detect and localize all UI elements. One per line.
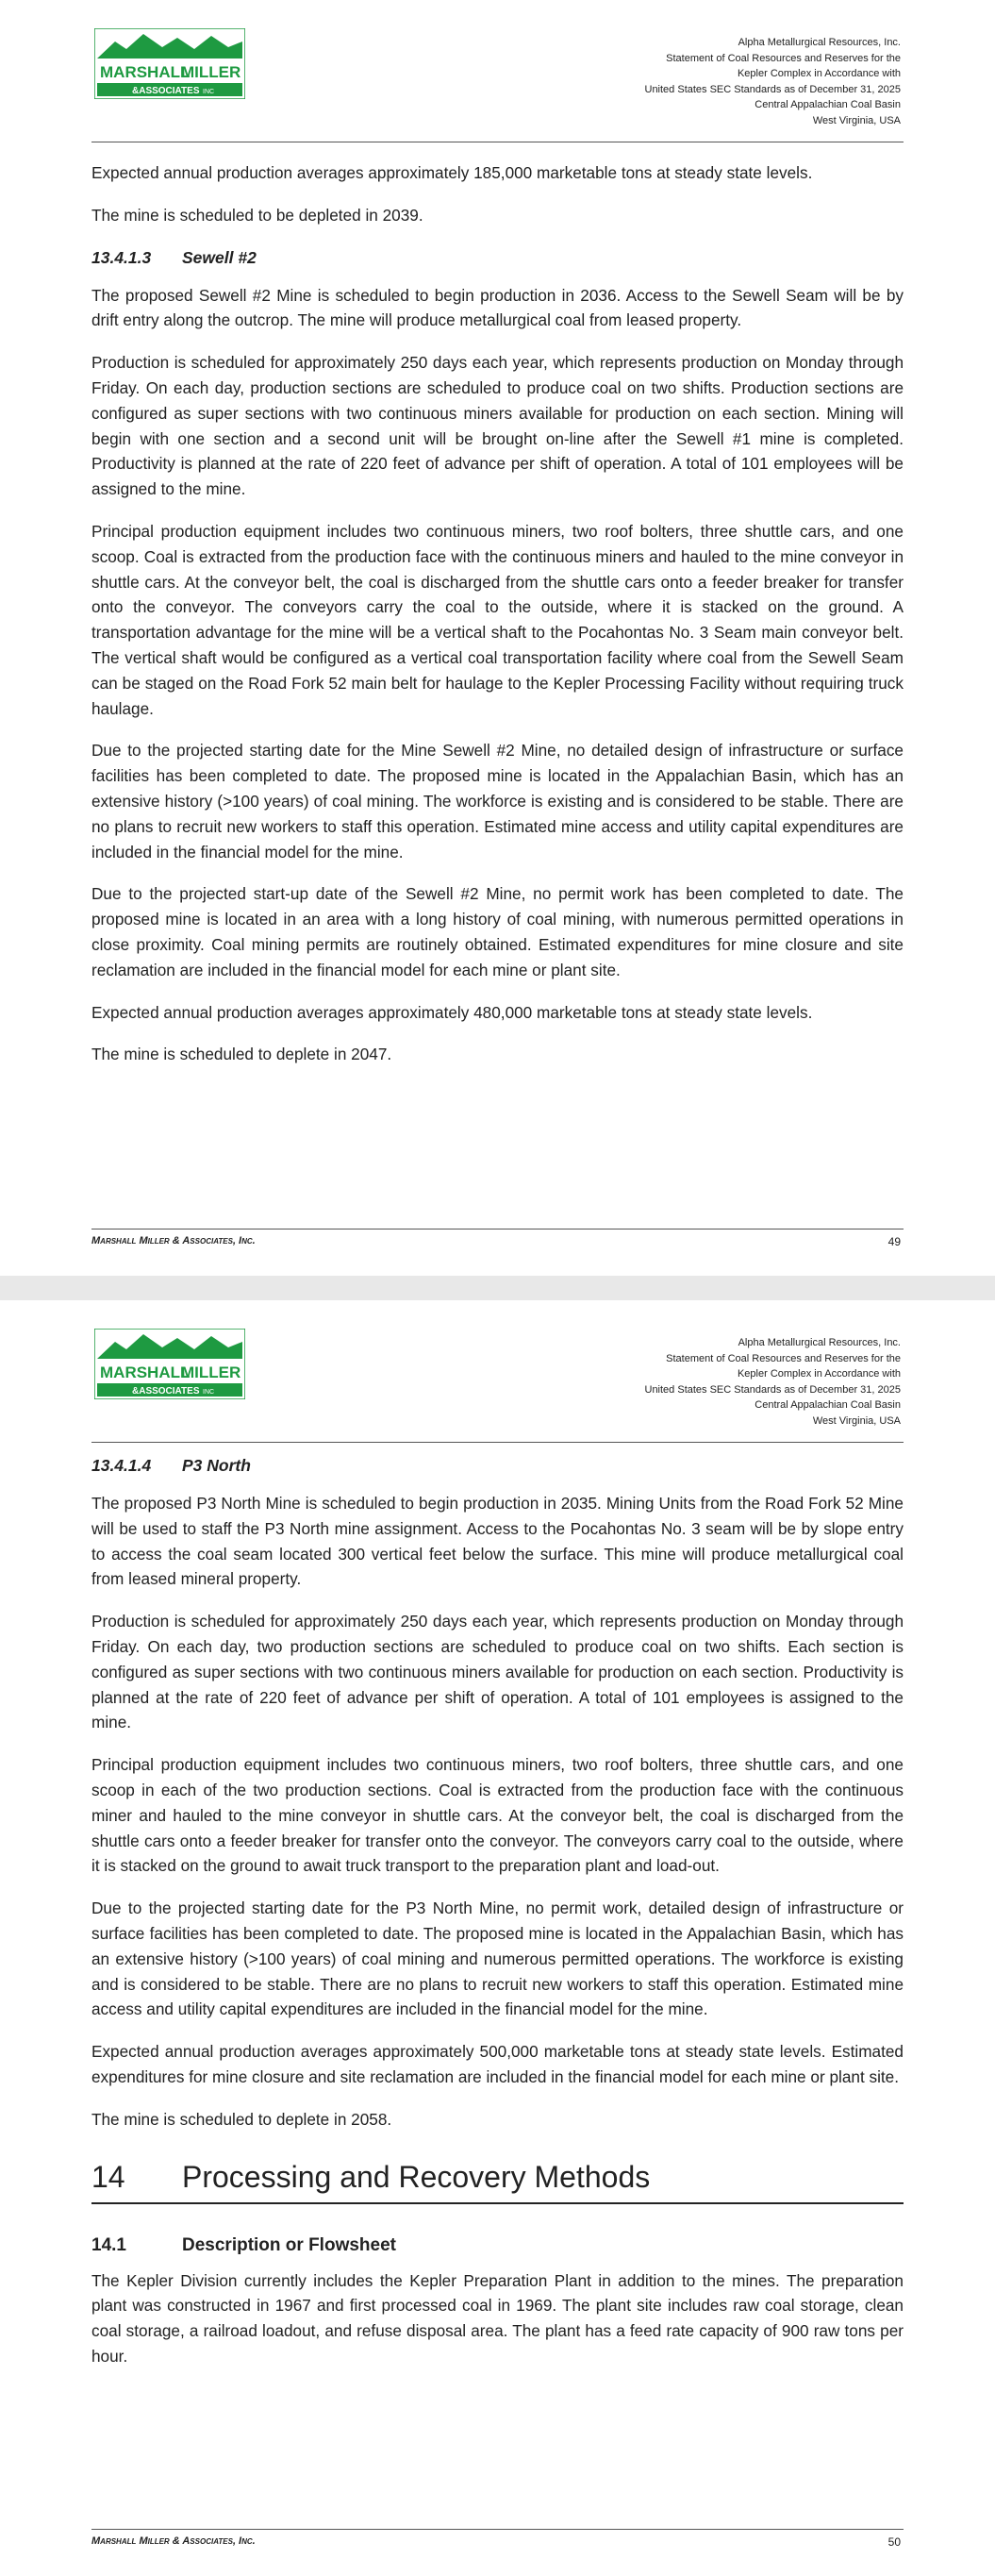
header-line: Statement of Coal Resources and Reserves for the <box>666 1352 901 1364</box>
logo-text-1: MARSHALL <box>100 1363 191 1381</box>
paragraph: The mine is scheduled to deplete in 2058. <box>91 2109 392 2129</box>
paragraph: Production is scheduled for approximately 250 days each year, which represents production on Monday through Friday. On each day, production sections are scheduled to produce coal on two shifts. Production sections are configured as super sections with two continuous miners available for production on each section. Mining will begin with one section and a second unit will be brought on-line after the Sewell #1 mine is completed. Productivity is planned at the rate of 220 feet of advance per shift of operation. A total of 101 employees will be assigned to the mine. <box>91 353 904 499</box>
document-page <box>0 1300 995 2576</box>
paragraph: Principal production equipment includes two continuous miners, two roof bolters, three shuttle cars, and one scoop. Coal is extracted from the production face with the continuous miners and hauled to the mine conveyor in shuttle cars. At the conveyor belt, the coal is discharged from the shuttle cars onto a feeder breaker for transfer onto the conveyor. The conveyors carry the coal to the outside, where it is stacked on the ground. A transportation advantage for the mine will be a vertical shaft to the Pocahontas No. 3 Seam main conveyor belt. The vertical shaft would be configured as a vertical coal transportation facility where coal from the Sewell Seam can be staged on the Road Fork 52 main belt for haulage to the Kepler Processing Facility without requiring truck haulage. <box>91 521 904 718</box>
paragraph: Expected annual production averages approximately 500,000 marketable tons at steady state levels. Estimated expenditures for mine closure and site reclamation are included in the financial model for each mine or plant site. <box>91 2042 904 2086</box>
section-title: P3 North <box>182 1456 251 1475</box>
logo-text-2: MILLER <box>181 1363 241 1381</box>
page-body <box>91 160 904 1084</box>
footer-company: Marshall Miller & Associates, Inc. <box>91 1235 256 1246</box>
chapter-title: Processing and Recovery Methods <box>182 2159 651 2194</box>
header-divider <box>91 1442 904 1443</box>
header-line: Statement of Coal Resources and Reserves for the <box>666 52 901 64</box>
header-line: West Virginia, USA <box>812 114 901 126</box>
paragraph: Expected annual production averages approximately 185,000 marketable tons at steady state levels. <box>91 163 813 182</box>
page-header-text <box>645 35 902 128</box>
chapter-heading <box>91 2155 904 2204</box>
paragraph: The proposed P3 North Mine is scheduled to begin production in 2035. Mining Units from the Road Fork 52 Mine will be used to staff the P3 North mine assignment. Access to the Pocahontas No. 3 seam will be by slope entry to access the coal seam located 300 vertical feet below the surface. This mine will produce metallurgical coal from leased mineral property. <box>91 1494 904 1589</box>
section-title: Description or Flowsheet <box>182 2234 396 2255</box>
footer-company: Marshall Miller & Associates, Inc. <box>91 2535 256 2547</box>
header-line: Alpha Metallurgical Resources, Inc. <box>738 37 901 48</box>
section-number: 14.1 <box>91 2234 126 2255</box>
section-heading <box>91 245 904 270</box>
header-line: Central Appalachian Coal Basin <box>755 1399 901 1411</box>
marshall-miller-logo <box>94 28 245 99</box>
footer-divider <box>91 2529 904 2530</box>
paragraph: Principal production equipment includes two continuous miners, two roof bolters, three shuttle cars, and one scoop in each of the two production sections. Coal is extracted from the production face with the continuous miner and hauled to the mine conveyor in shuttle cars. At the conveyor belt, the coal is discharged from the shuttle cars onto a feeder breaker for transfer onto the conveyor. The conveyors carry coal to the outside, where it is stacked on the ground to await truck transport to the preparation plant and load-out. <box>91 1755 904 1876</box>
paragraph: Expected annual production averages approximately 480,000 marketable tons at steady state levels. <box>91 1002 813 1022</box>
page-body <box>91 1453 904 2386</box>
logo-text-3: &ASSOCIATES <box>132 86 200 96</box>
section-heading <box>91 1453 904 1478</box>
section-number: 13.4.1.3 <box>91 247 152 267</box>
logo-text-2: MILLER <box>181 63 241 81</box>
header-line: West Virginia, USA <box>812 1414 901 1427</box>
logo-text-3: &ASSOCIATES <box>132 1386 200 1397</box>
chapter-number: 14 <box>91 2159 125 2194</box>
header-line: Central Appalachian Coal Basin <box>755 99 901 110</box>
page-header-text <box>645 1335 902 1429</box>
section-heading <box>91 2233 904 2259</box>
section-number: 13.4.1.4 <box>91 1456 152 1475</box>
logo-text-4: INC <box>203 89 215 95</box>
header-line: Kepler Complex in Accordance with <box>737 68 901 79</box>
paragraph: The proposed Sewell #2 Mine is scheduled to begin production in 2036. Access to the Sewell Seam will be by drift entry along the outcrop. The mine will produce metallurgical coal from leased property. <box>91 285 904 330</box>
header-line: United States SEC Standards as of December 31, 2025 <box>644 83 901 95</box>
page-number: 49 <box>887 1235 901 1248</box>
paragraph: The Kepler Division currently includes the Kepler Preparation Plant in addition to the mines. The preparation plant was constructed in 1967 and first processed coal in 1969. The plant site includes raw coal storage, clean coal storage, a railroad loadout, and refuse disposal area. The plant has a feed rate capacity of 900 raw tons per hour. <box>91 2270 904 2366</box>
marshall-miller-logo <box>94 1329 245 1399</box>
paragraph: Production is scheduled for approximately 250 days each year, which represents production on Monday through Friday. On each day, two production sections are scheduled to produce coal on two shifts. Each section is configured as super sections with two continuous miners available for production on each section. Productivity is planned at the rate of 220 feet of advance per shift of operation. A total of 101 employees is assigned to the mine. <box>91 1612 904 1732</box>
logo-text-4: INC <box>203 1389 215 1396</box>
paragraph: Due to the projected starting date for the P3 North Mine, no permit work, detailed design of infrastructure or surface facilities has been completed to date. The proposed mine is located in the Appalachian Basin, which has an extensive history (>100 years) of coal mining and numerous permitted operations. The workforce is existing and is considered to be stable. There are no plans to recruit new workers to staff this operation. Estimated mine access and utility capital expenditures are included in the financial model for the mine. <box>91 1899 904 2019</box>
header-line: United States SEC Standards as of December 31, 2025 <box>644 1383 901 1396</box>
paragraph: The mine is scheduled to be depleted in 2039. <box>91 205 423 225</box>
paragraph: The mine is scheduled to deplete in 2047. <box>91 1045 392 1064</box>
logo-text-1: MARSHALL <box>100 63 191 81</box>
paragraph: Due to the projected start-up date of the Sewell #2 Mine, no permit work has been completed to date. The proposed mine is located in an area with a long history of coal mining, with numerous permitted operations in close proximity. Coal mining permits are routinely obtained. Estimated expenditures for mine closure and site reclamation are included in the financial model for each mine or plant site. <box>91 884 904 979</box>
header-line: Alpha Metallurgical Resources, Inc. <box>738 1337 901 1348</box>
document-page <box>0 0 995 1276</box>
page-number: 50 <box>887 2535 901 2549</box>
section-title: Sewell #2 <box>182 247 257 267</box>
paragraph: Due to the projected starting date for the Mine Sewell #2 Mine, no detailed design of infrastructure or surface facilities has been completed to date. The proposed mine is located in the Appalachian Basin, which has an extensive history (>100 years) of coal mining. The workforce is existing and is considered to be stable. There are no plans to recruit new workers to staff this operation. Estimated mine access and utility capital expenditures are included in the financial model for the mine. <box>91 741 904 861</box>
header-line: Kepler Complex in Accordance with <box>737 1368 901 1380</box>
